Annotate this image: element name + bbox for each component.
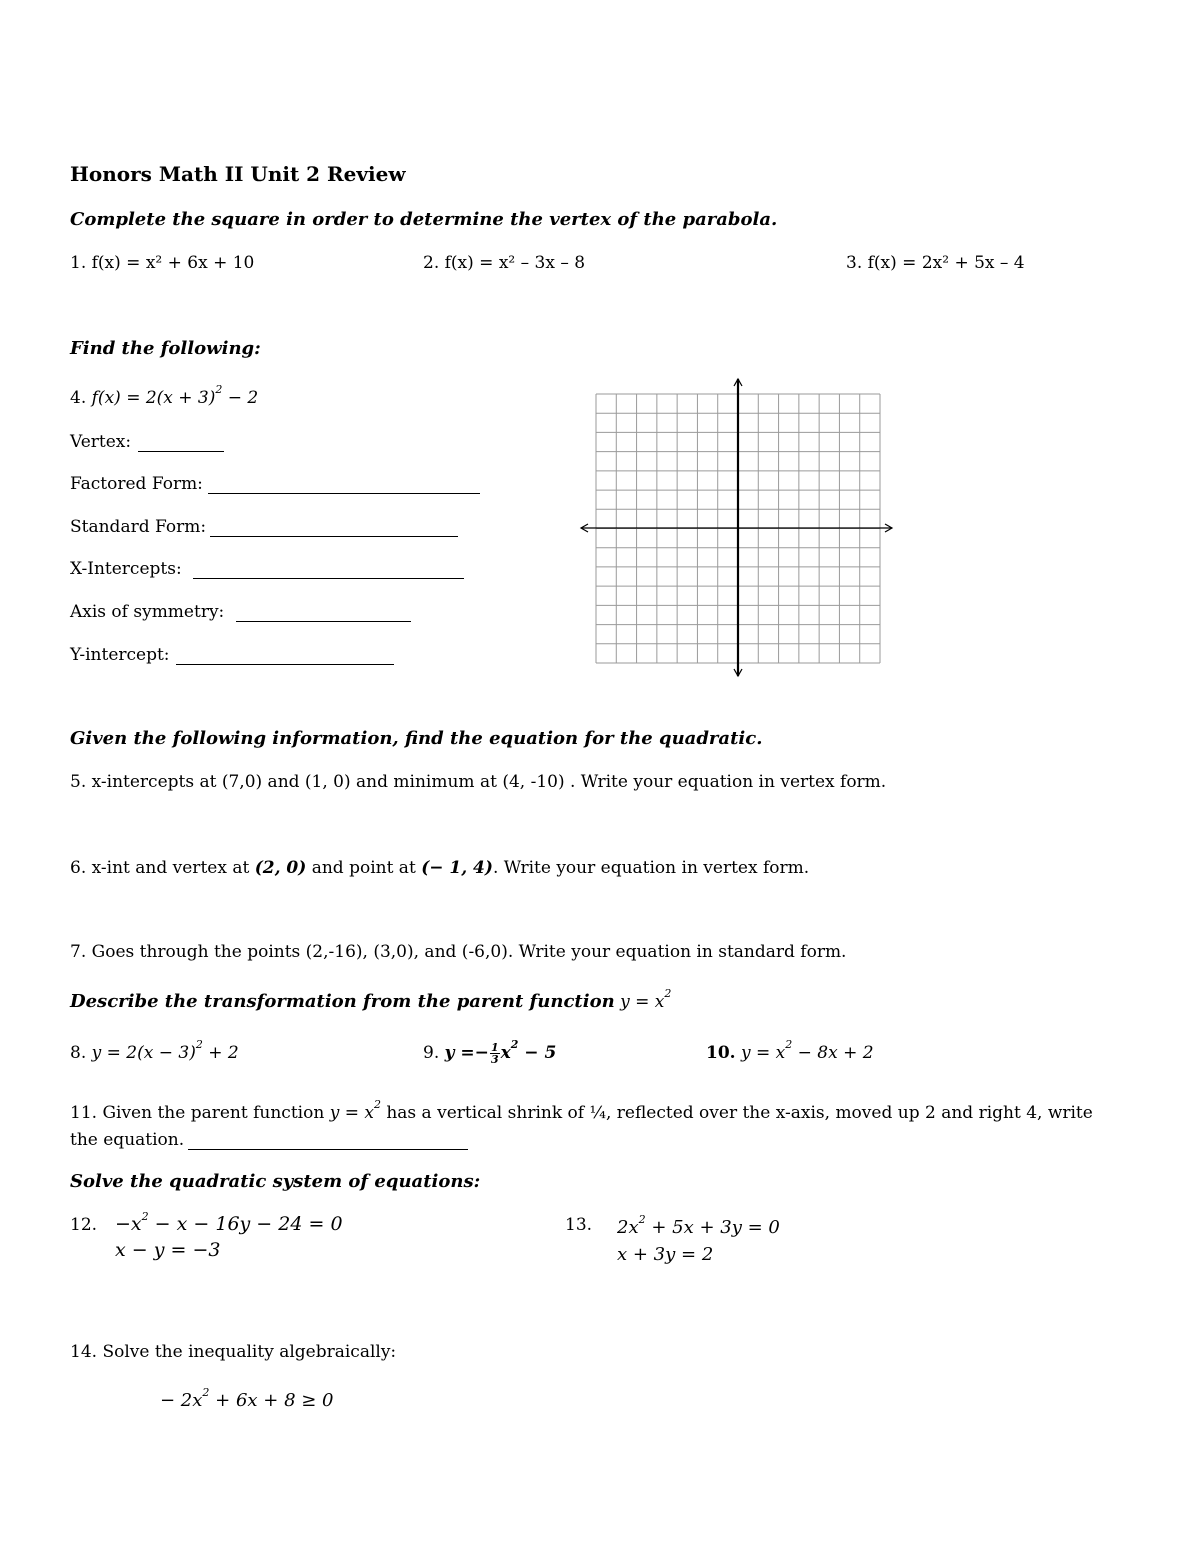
problem-13-equation-2: x + 3y = 2 xyxy=(617,1244,714,1265)
problem-11-blank[interactable] xyxy=(188,1149,468,1150)
y-intercept-blank[interactable] xyxy=(176,664,394,665)
vertex-blank[interactable] xyxy=(138,451,224,452)
problem-4-number: 4. xyxy=(70,388,87,408)
factored-form-label: Factored Form: xyxy=(70,474,203,494)
parent-function-math: $y = x^2$ xyxy=(620,987,672,1012)
y-intercept-label: Y-intercept: xyxy=(70,645,170,665)
problem-9: 9. y =− $\frac{1}{3}$ $x^2 - 5$ xyxy=(423,1038,557,1066)
section-header-transformation: Describe the transformation from the parent function $y = x^2$ xyxy=(70,987,672,1012)
problem-4 xyxy=(70,383,259,409)
vertex-label: Vertex: xyxy=(70,432,132,452)
x-axis xyxy=(581,524,892,532)
problem-13-system xyxy=(617,1214,780,1268)
standard-form-blank[interactable] xyxy=(210,536,458,537)
problem-12-number: 12. xyxy=(70,1215,98,1235)
problem-11-line2: the equation. xyxy=(70,1130,185,1150)
problem-11-line1: 11. Given the parent function $y = x^2$ has a vertical shrink of ¼, reflected over the x-axis, moved up 2 and right 4, write xyxy=(70,1098,1093,1123)
problem-14: 14. Solve the inequality algebraically: xyxy=(70,1342,397,1362)
x-intercepts-label: X-Intercepts: xyxy=(70,559,182,579)
page-title: Honors Math II Unit 2 Review xyxy=(70,162,406,186)
section-header-system: Solve the quadratic system of equations: xyxy=(70,1171,481,1192)
problem-6: 6. x-int and vertex at (2, 0) and point at (− 1, 4). Write your equation in vertex form. xyxy=(70,858,810,878)
standard-form-label: Standard Form: xyxy=(70,517,207,537)
problem-5: 5. x-intercepts at (7,0) and (1, 0) and minimum at (4, -10) . Write your equation in vertex form. xyxy=(70,772,887,792)
problem-7: 7. Goes through the points (2,-16), (3,0), and (-6,0). Write your equation in standard form. xyxy=(70,942,847,962)
problem-4-equation: $f(x) = 2(x + 3)^2 - 2$ xyxy=(91,383,259,408)
axis-of-symmetry-label: Axis of symmetry: xyxy=(70,602,225,622)
problem-1: 1. f(x) = x² + 6x + 10 xyxy=(70,253,255,273)
section-header-complete-square: Complete the square in order to determine the vertex of the parabola. xyxy=(70,209,778,230)
problem-10: 10. $y = x^2 - 8x + 2$ xyxy=(706,1038,874,1063)
coordinate-grid[interactable] xyxy=(575,375,900,680)
one-third-fraction: $\frac{1}{3}$ xyxy=(490,1041,499,1066)
section-header-find-equation: Given the following information, find the equation for the quadratic. xyxy=(70,728,763,749)
x-intercepts-blank[interactable] xyxy=(193,578,464,579)
problem-2: 2. f(x) = x² – 3x – 8 xyxy=(423,253,586,273)
section-header-find-following: Find the following: xyxy=(70,338,261,359)
problem-13-number: 13. xyxy=(565,1215,593,1235)
problem-12-system xyxy=(115,1211,343,1263)
axis-of-symmetry-blank[interactable] xyxy=(236,621,411,622)
factored-form-blank[interactable] xyxy=(208,493,480,494)
inequality: − $2x^2 + 6x + 8 \ge 0$ xyxy=(160,1386,334,1411)
problem-12-equation-2: x − y = −3 xyxy=(115,1239,221,1261)
problem-13-equation-1: $2x^2 + 5x + 3y = 0$ xyxy=(617,1213,780,1238)
problem-8: 8. $y = 2(x - 3)^2 + 2$ xyxy=(70,1038,239,1063)
problem-12-equation-1: $-x^2 - x - 16y - 24 = 0$ xyxy=(115,1209,343,1235)
problem-3: 3. f(x) = 2x² + 5x – 4 xyxy=(846,253,1025,273)
